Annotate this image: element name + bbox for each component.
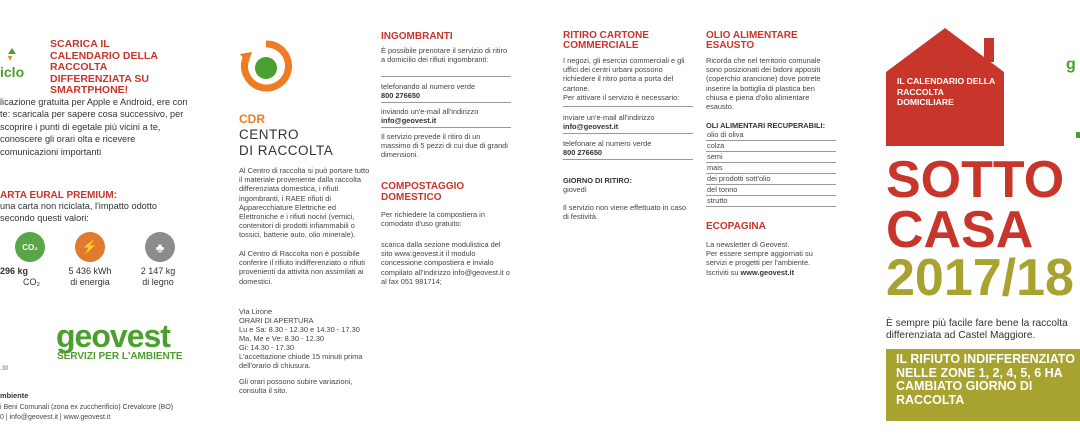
- cartone-email-label: inviare un'e-mail all'indirizzo: [563, 113, 655, 122]
- ingombranti-limit: Il servizio prevede il ritiro di un massimo di 5 pezzi di cui due di grandi dimensioni.: [381, 132, 508, 160]
- ingombranti-phone-label: telefonando al numero verde: [381, 82, 476, 91]
- stat-co2: [0, 232, 60, 262]
- ingombranti-phone[interactable]: 800 276650: [381, 91, 421, 100]
- ecopagina-heading: ECOPAGINA: [706, 221, 766, 232]
- olio-list: [706, 130, 836, 207]
- list-item: semi: [706, 152, 836, 163]
- ecopagina-text-2: Per essere sempre aggiornati su servizi e progetti per l'ambiente.: [706, 249, 813, 268]
- stat-wood: [130, 232, 190, 262]
- house-text: IL CALENDARIO DELLA RACCOLTA DOMICILIARE: [897, 76, 995, 107]
- stat-wood-unit: di legno: [142, 277, 174, 287]
- geovest-tagline: SERVIZI PER L'AMBIENTE: [57, 351, 183, 362]
- list-item: del tonno: [706, 185, 836, 196]
- stat-energy-unit: di energia: [70, 277, 110, 287]
- compostaggio-text: Per richiedere la compostiera in comodato d'uso gratuito:: [381, 210, 485, 229]
- co2-icon: CO₂: [15, 232, 45, 262]
- footer-title: mbiente: [0, 391, 29, 400]
- cartone-activate: Per attivare il servizio è necessario:: [563, 93, 680, 102]
- tree-icon: ♣: [145, 232, 175, 262]
- app-intro: licazione gratuita per Apple e Android, ere con te: scaricala per sapere cosa successivo, per scoprire i punti di egetale più vicini a te, conoscere gli orari olta e ricevere comunicazioni importanti: [0, 97, 188, 157]
- cartone-phone-label: telefonare al numero verde: [563, 139, 652, 148]
- corner-dot: [1076, 132, 1080, 138]
- ingombranti-email-label: inviando un'e-mail all'indirizzo: [381, 107, 479, 116]
- cartone-day-title: GIORNO DI RITIRO:: [563, 176, 632, 185]
- cartone-text: I negozi, gli esercizi commerciali e gli uffici dei centri urbani possono richiedere il ritiro porta a porta del cartone.: [563, 56, 685, 93]
- version-code: .30: [0, 366, 9, 372]
- ecopagina-text-1: La newsletter di Geovest.: [706, 240, 790, 249]
- cartone-day: giovedì: [563, 185, 587, 194]
- cdr-hours-1: Lu e Sa: 8.30 - 12.30 e 14.30 - 17.30: [239, 325, 360, 334]
- stat-co2-unit: CO₂: [23, 277, 40, 287]
- stat-co2-value: 296 kg: [0, 266, 29, 276]
- energy-icon: ⚡: [75, 232, 105, 262]
- cdr-variation-note: Gli orari possono subire variazioni, consulta il sito.: [239, 377, 353, 396]
- cdr-address: Via Lirone: [239, 307, 273, 316]
- cover-tagline: È sempre più facile fare bene la raccolta differenziata ad Castel Maggiore.: [886, 318, 1068, 341]
- cover-title-1: SOTTO: [886, 151, 1065, 209]
- olio-text: Ricorda che nel territorio comunale sono posizionati dei bidoni appositi (coperchio arancione) dove potrete inserire la bottiglia di plastica ben chiusa e piena d'olio alimentare esausto.: [706, 56, 821, 112]
- cdr-title-2: DI RACCOLTA: [239, 143, 334, 158]
- cdr-hours-3: Gi: 14.30 - 17.30: [239, 343, 295, 352]
- compostaggio-heading-2: DOMESTICO: [381, 192, 442, 203]
- stat-energy-value: 5 436 kWh: [68, 266, 112, 276]
- olio-list-title: OLI ALIMENTARI RECUPERABILI:: [706, 121, 826, 130]
- cdr-logo: [238, 38, 294, 98]
- cdr-title-1: CENTRO: [239, 127, 299, 142]
- recycle-icon: [238, 38, 294, 98]
- divider: [381, 76, 511, 77]
- cover-banner: [886, 349, 1080, 421]
- ecopagina-site-link[interactable]: www.geovest.it: [740, 268, 795, 277]
- card-text: una carta non riciclata, l'impatto odotto secondo questi valori:: [0, 201, 158, 223]
- list-item: colza: [706, 141, 836, 152]
- list-item: strutto: [706, 196, 836, 207]
- corner-letter: g: [1066, 56, 1076, 73]
- cover-banner-text: IL RIFIUTO INDIFFERENZIATO NELLE ZONE 1, 2, 4, 5, 6 HA CAMBIATO GIORNO DI RACCOLTA: [896, 352, 1075, 407]
- stat-wood-value: 2 147 kg: [140, 266, 176, 276]
- divider: [563, 159, 693, 160]
- app-logo-text: iclo: [0, 64, 25, 80]
- app-heading: SCARICA IL CALENDARIO DELLA RACCOLTA DIFFERENZIATA SU SMARTPHONE!: [50, 38, 158, 96]
- ingombranti-heading: INGOMBRANTI: [381, 31, 453, 42]
- cover-year: 2017/18: [886, 249, 1074, 307]
- cartone-email[interactable]: info@geovest.it: [563, 122, 619, 131]
- divider: [563, 133, 693, 134]
- ingombranti-email[interactable]: info@geovest.it: [381, 116, 437, 125]
- list-item: dei prodotti sott'olio: [706, 174, 836, 185]
- card-heading: ARTA EURAL PREMIUM:: [0, 190, 118, 201]
- cdr-paragraph-1: Al Centro di raccolta si può portare tutto il materiale proveniente dalla raccolta differenziata domestica, i rifiuti ingombranti, i RAEE rifiuti di Apparecchiature Elettriche ed Elettroniche e i rifiuti nocivi (vernici, contenitori di prodotti infiammabili o tossici, batterie auto, olio minerale).: [239, 166, 370, 240]
- olio-heading-1: OLIO ALIMENTARE: [706, 30, 798, 41]
- list-item: mais: [706, 163, 836, 174]
- app-logo: [0, 44, 40, 80]
- cdr-hours-2: Ma, Me e Ve: 8.30 - 12.30: [239, 334, 325, 343]
- cdr-hours-title: ORARI DI APERTURA: [239, 316, 314, 325]
- cartone-heading-2: COMMERCIALE: [563, 40, 639, 51]
- divider: [563, 106, 693, 107]
- cartone-holiday-note: Il servizio non viene effettuato in caso di festività.: [563, 203, 687, 222]
- geovest-logo-text: geovest: [56, 318, 170, 354]
- cdr-paragraph-2: Al Centro di Raccolta non è possibile conferire il rifiuto indifferenziato o rifiuti provenienti da attività non assimilati ai domestici.: [239, 249, 365, 286]
- footer-address: i Beni Comunali (zona ex zuccherificio) Crevalcore (BO): [0, 404, 174, 411]
- ecopagina-subscribe: [706, 268, 794, 277]
- compostaggio-heading-1: COMPOSTAGGIO: [381, 181, 465, 192]
- olio-heading-2: ESAUSTO: [706, 40, 755, 51]
- compostaggio-instructions: scarica dalla sezione modulistica del sito www.geovest.it il modulo concessione compostiera e invialo compilato all'indirizzo info@geovest.it o al fax 051 981714;: [381, 240, 510, 286]
- divider: [381, 127, 511, 128]
- cover-title-2: CASA: [886, 201, 1034, 259]
- cdr-hours-note: L'accettazione chiude 15 minuti prima dell'orario di chiusura.: [239, 352, 363, 371]
- ecopagina-subscribe-prefix: Iscriviti su: [706, 268, 741, 277]
- footer-contact: 0 | info@geovest.it | www.geovest.it: [0, 414, 111, 421]
- geovest-logo: [56, 318, 170, 355]
- list-item: olio di oliva: [706, 130, 836, 141]
- divider: [381, 102, 511, 103]
- cdr-label: CDR: [239, 112, 265, 126]
- ingombranti-text: È possibile prenotare il servizio di ritiro a domicilio dei rifiuti ingombranti:: [381, 46, 508, 65]
- stat-energy: [60, 232, 120, 262]
- cartone-heading-1: RITIRO CARTONE: [563, 30, 649, 41]
- cartone-phone[interactable]: 800 276650: [563, 148, 603, 157]
